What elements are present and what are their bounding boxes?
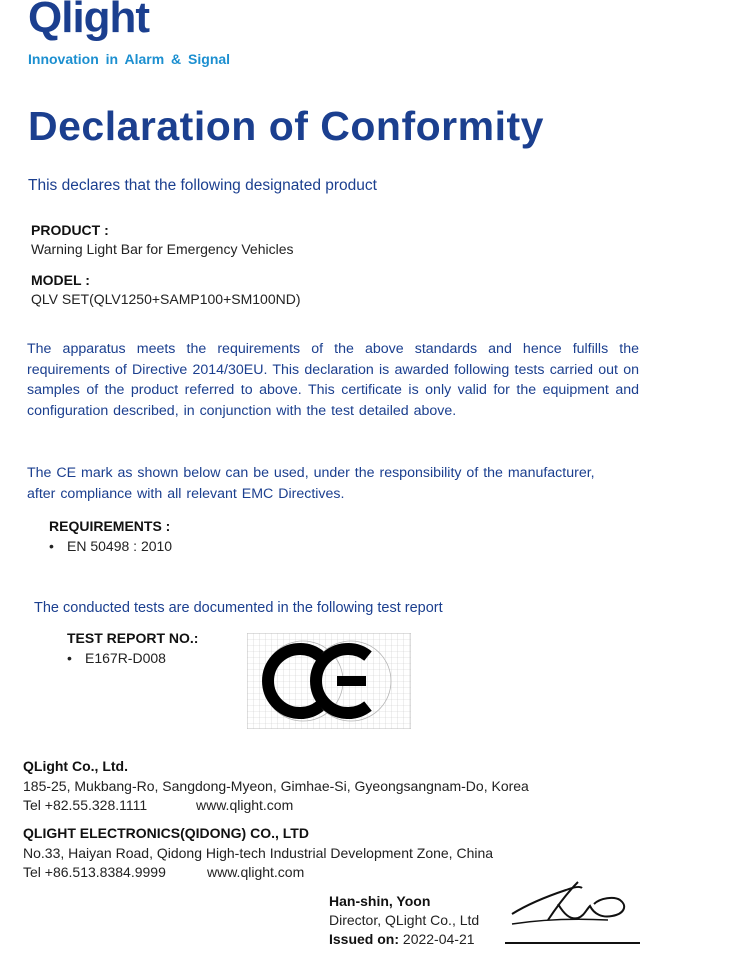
issued-label: Issued on: [329, 931, 400, 947]
test-report-item [67, 650, 166, 666]
company1-tel: Tel +82.55.328.1111 [23, 797, 148, 813]
product-label: PRODUCT : [31, 222, 109, 238]
company1-address: 185-25, Mukbang-Ro, Sangdong-Myeon, Gimhae-Si, Gyeongsangnam-Do, Korea [23, 778, 529, 794]
model-label: MODEL : [31, 272, 90, 288]
company2-name: QLIGHT ELECTRONICS(QIDONG) CO., LTD [23, 825, 309, 841]
handwritten-signature-icon [508, 874, 632, 934]
requirements-label: REQUIREMENTS : [49, 518, 171, 534]
tests-text: The conducted tests are documented in the following test report [34, 600, 443, 616]
signatory-role: Director, QLight Co., Ltd [329, 912, 480, 928]
bullet-icon: • [67, 650, 72, 666]
ce-mark-paragraph: The CE mark as shown below can be used, under the responsibility of the manufacturer, after compliance with all relevant EMC Directives. [27, 465, 595, 502]
test-report-item-text: E167R-D008 [85, 650, 166, 666]
document-title: Declaration of Conformity [28, 103, 544, 149]
company2-tel: Tel +86.513.8384.9999 [23, 864, 166, 880]
company2-address: No.33, Haiyan Road, Qidong High-tech Industrial Development Zone, China [23, 845, 494, 861]
test-report-label: TEST REPORT NO.: [67, 630, 199, 646]
conformity-paragraph: The apparatus meets the requirements of the above standards and hence fulfills the requirements of Directive 2014/30EU. This declaration is awarded following tests carried out on samples of the product referred to above. This certificate is only valid for the equipment and configuration described, in conjunction with the test detailed above. [27, 341, 639, 419]
model-value: QLV SET(QLV1250+SAMP100+SM100ND) [31, 291, 301, 307]
issue-date [329, 931, 475, 947]
product-value: Warning Light Bar for Emergency Vehicles [31, 241, 294, 257]
company-tagline: Innovation in Alarm & Signal [28, 51, 231, 67]
company1-name: QLight Co., Ltd. [23, 758, 128, 774]
signatory-name: Han-shin, Yoon [329, 893, 431, 909]
company2-web: www.qlight.com [207, 864, 305, 880]
requirements-item-text: EN 50498 : 2010 [67, 538, 173, 554]
signature-line [505, 942, 640, 944]
intro-text: This declares that the following designated product [28, 177, 377, 194]
issued-date-value: 2022-04-21 [402, 931, 475, 947]
bullet-icon: • [49, 538, 54, 554]
requirements-item [49, 538, 172, 554]
company1-web: www.qlight.com [196, 797, 294, 813]
ce-mark-icon [247, 633, 411, 729]
company-logo: Qlight [28, 0, 150, 42]
